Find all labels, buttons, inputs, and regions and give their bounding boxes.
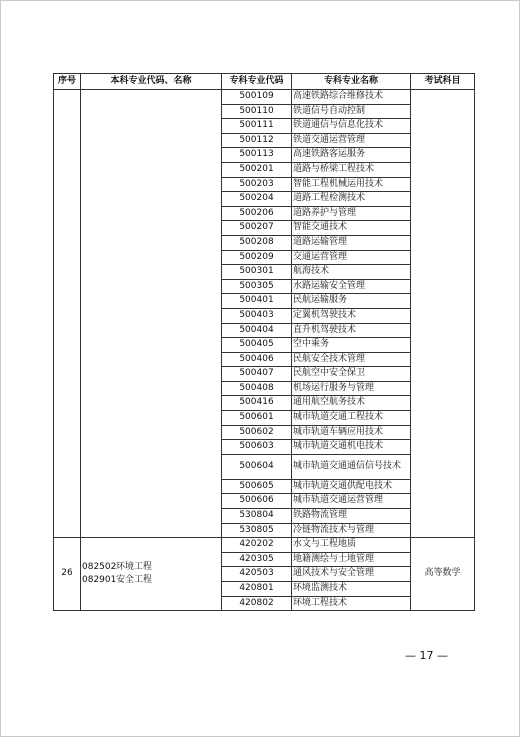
header-junior-name: 专科专业名称	[292, 74, 411, 90]
junior-major-name: 环境监测技术	[292, 582, 411, 597]
junior-major-code: 500201	[222, 162, 292, 177]
junior-major-name: 通风技术与安全管理	[292, 567, 411, 582]
undergrad-major-code: 082901	[82, 575, 117, 586]
undergrad-major-name: 环境工程	[116, 561, 153, 572]
junior-major-name: 机场运行服务与管理	[292, 381, 411, 396]
junior-major-code: 500408	[222, 381, 292, 396]
junior-major-name: 民航安全技术管理	[292, 352, 411, 367]
junior-major-code: 500401	[222, 294, 292, 309]
junior-major-code: 500109	[222, 90, 292, 105]
junior-major-code: 420801	[222, 582, 292, 597]
junior-major-code: 500209	[222, 250, 292, 265]
junior-major-code: 420202	[222, 538, 292, 553]
undergrad-major-name: 安全工程	[116, 575, 153, 586]
junior-major-name: 道路与桥梁工程技术	[292, 162, 411, 177]
junior-major-name: 环境工程技术	[292, 596, 411, 611]
junior-major-code: 500605	[222, 479, 292, 494]
junior-major-code: 500301	[222, 265, 292, 280]
junior-major-code: 500601	[222, 411, 292, 426]
undergrad-major-code: 082502	[82, 561, 117, 572]
junior-major-name: 高速铁路客运服务	[292, 148, 411, 163]
exam-subject-cell	[411, 90, 475, 538]
junior-major-name: 道路养护与管理	[292, 206, 411, 221]
junior-major-code: 500111	[222, 119, 292, 134]
junior-major-code: 500606	[222, 494, 292, 509]
junior-major-code: 500206	[222, 206, 292, 221]
table-row	[54, 538, 475, 553]
junior-major-code: 530804	[222, 509, 292, 524]
junior-major-code: 500112	[222, 133, 292, 148]
undergrad-major-entry	[82, 574, 220, 588]
junior-major-name: 城市轨道车辆应用技术	[292, 425, 411, 440]
junior-major-name: 城市轨道交通供配电技术	[292, 479, 411, 494]
junior-major-name: 城市轨道交通机电技术	[292, 440, 411, 455]
junior-major-code: 500602	[222, 425, 292, 440]
header-junior-code: 专科专业代码	[222, 74, 292, 90]
table-row	[54, 90, 475, 105]
page-number: — 17 —	[405, 649, 448, 662]
table-header-row	[54, 74, 475, 90]
junior-major-code: 500604	[222, 454, 292, 479]
junior-major-name: 铁道信号自动控制	[292, 104, 411, 119]
junior-major-name: 道路运输管理	[292, 235, 411, 250]
junior-major-name: 交通运营管理	[292, 250, 411, 265]
group1-body	[54, 90, 475, 538]
junior-major-name: 空中乘务	[292, 338, 411, 353]
seq-cell	[54, 90, 81, 538]
junior-major-code: 530805	[222, 523, 292, 538]
exam-subject-cell: 高等数学	[411, 538, 475, 611]
seq-cell: 26	[54, 538, 81, 611]
header-seq: 序号	[54, 74, 81, 90]
undergrad-major-cell	[81, 90, 222, 538]
junior-major-name: 道路工程检测技术	[292, 192, 411, 207]
junior-major-name: 铁道交通运营管理	[292, 133, 411, 148]
junior-major-code: 420305	[222, 552, 292, 567]
junior-major-name: 高速铁路综合维修技术	[292, 90, 411, 105]
junior-major-name: 铁路物流管理	[292, 509, 411, 524]
junior-major-code: 500110	[222, 104, 292, 119]
junior-major-name: 冷链物流技术与管理	[292, 523, 411, 538]
junior-major-name: 通用航空航务技术	[292, 396, 411, 411]
junior-major-name: 航海技术	[292, 265, 411, 280]
junior-major-code: 500305	[222, 279, 292, 294]
junior-major-name: 民航运输服务	[292, 294, 411, 309]
junior-major-name: 直升机驾驶技术	[292, 323, 411, 338]
junior-major-name: 城市轨道交通运营管理	[292, 494, 411, 509]
junior-major-code: 500407	[222, 367, 292, 382]
junior-major-code: 420503	[222, 567, 292, 582]
junior-major-code: 500207	[222, 221, 292, 236]
junior-major-code: 420802	[222, 596, 292, 611]
junior-major-code: 500404	[222, 323, 292, 338]
junior-major-code: 500203	[222, 177, 292, 192]
junior-major-name: 城市轨道交通工程技术	[292, 411, 411, 426]
junior-major-code: 500403	[222, 308, 292, 323]
junior-major-name: 定翼机驾驶技术	[292, 308, 411, 323]
junior-major-name: 地籍测绘与土地管理	[292, 552, 411, 567]
junior-major-name: 铁道通信与信息化技术	[292, 119, 411, 134]
junior-major-code: 500405	[222, 338, 292, 353]
junior-major-code: 500204	[222, 192, 292, 207]
header-exam-subject: 考试科目	[411, 74, 475, 90]
junior-major-name: 智能交通技术	[292, 221, 411, 236]
undergrad-major-cell	[81, 538, 222, 611]
junior-major-name: 智能工程机械运用技术	[292, 177, 411, 192]
undergrad-major-entry	[82, 561, 220, 575]
junior-major-name: 城市轨道交通通信信号技术	[292, 454, 411, 479]
group2-body	[54, 538, 475, 611]
major-catalog-table	[53, 73, 475, 611]
junior-major-code: 500603	[222, 440, 292, 455]
junior-major-name: 水文与工程地质	[292, 538, 411, 553]
junior-major-code: 500113	[222, 148, 292, 163]
junior-major-name: 民航空中安全保卫	[292, 367, 411, 382]
junior-major-code: 500416	[222, 396, 292, 411]
junior-major-code: 500208	[222, 235, 292, 250]
junior-major-name: 水路运输安全管理	[292, 279, 411, 294]
header-undergrad-major: 本科专业代码、名称	[81, 74, 222, 90]
junior-major-code: 500406	[222, 352, 292, 367]
